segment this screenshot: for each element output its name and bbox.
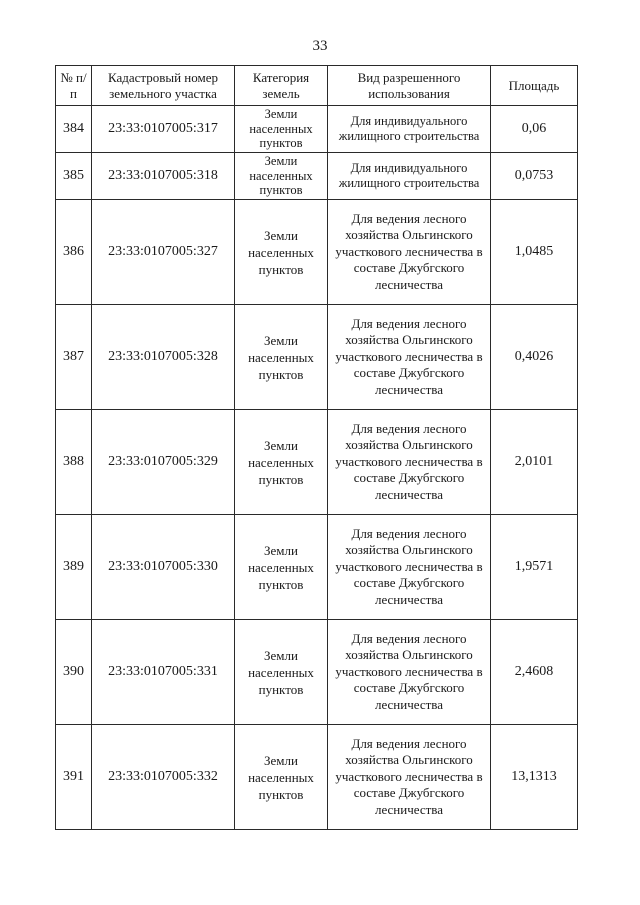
- row-area: 1,0485: [491, 200, 578, 305]
- row-num: 386: [56, 200, 92, 305]
- table-row: [56, 106, 578, 153]
- row-area: 13,1313: [491, 725, 578, 830]
- row-use: Для ведения лесного хозяйства Ольгинского участкового лесничества в составе Джубгского лесничества: [328, 725, 491, 830]
- table-row: [56, 200, 578, 305]
- table-row: [56, 153, 578, 200]
- row-cadastral: 23:33:0107005:328: [92, 305, 235, 410]
- header-num: № п/п: [56, 66, 92, 106]
- table-row: [56, 620, 578, 725]
- row-num: 391: [56, 725, 92, 830]
- table-row: [56, 305, 578, 410]
- row-use: Для ведения лесного хозяйства Ольгинского участкового лесничества в составе Джубгского лесничества: [328, 410, 491, 515]
- row-num: 384: [56, 106, 92, 153]
- header-category: Категория земель: [235, 66, 328, 106]
- row-num: 389: [56, 515, 92, 620]
- header-cadastral: Кадастровый номер земельного участка: [92, 66, 235, 106]
- row-cadastral: 23:33:0107005:317: [92, 106, 235, 153]
- row-num: 390: [56, 620, 92, 725]
- table-header-row: [56, 66, 578, 106]
- land-plots-table: [55, 65, 578, 830]
- row-use: Для ведения лесного хозяйства Ольгинского участкового лесничества в составе Джубгского лесничества: [328, 620, 491, 725]
- row-area: 1,9571: [491, 515, 578, 620]
- row-category: [235, 153, 328, 200]
- row-use: Для ведения лесного хозяйства Ольгинского участкового лесничества в составе Джубгского лесничества: [328, 305, 491, 410]
- row-num: 385: [56, 153, 92, 200]
- row-num: 387: [56, 305, 92, 410]
- header-use: Вид разрешенного использования: [328, 66, 491, 106]
- row-cadastral: 23:33:0107005:331: [92, 620, 235, 725]
- row-num: 388: [56, 410, 92, 515]
- table-row: [56, 515, 578, 620]
- row-category-text: Земли населенных пунктов: [249, 154, 313, 198]
- table-row: [56, 410, 578, 515]
- row-use: [328, 153, 491, 200]
- row-category: Земли населенных пунктов: [235, 620, 328, 725]
- row-category: Земли населенных пунктов: [235, 200, 328, 305]
- row-area: 0,06: [491, 106, 578, 153]
- row-use-text: Для индивидуального жилищного строительства: [338, 160, 480, 190]
- row-category: Земли населенных пунктов: [235, 305, 328, 410]
- row-area: 2,0101: [491, 410, 578, 515]
- row-cadastral: 23:33:0107005:327: [92, 200, 235, 305]
- row-use-text: Для индивидуального жилищного строительства: [338, 113, 480, 143]
- row-area: 2,4608: [491, 620, 578, 725]
- header-area: Площадь: [491, 66, 578, 106]
- page-number: 33: [312, 38, 328, 54]
- row-use: Для ведения лесного хозяйства Ольгинского участкового лесничества в составе Джубгского лесничества: [328, 200, 491, 305]
- row-use: Для ведения лесного хозяйства Ольгинского участкового лесничества в составе Джубгского лесничества: [328, 515, 491, 620]
- row-category-text: Земли населенных пунктов: [249, 107, 313, 151]
- row-category: [235, 106, 328, 153]
- row-category: Земли населенных пунктов: [235, 515, 328, 620]
- table-row: [56, 725, 578, 830]
- row-category: Земли населенных пунктов: [235, 410, 328, 515]
- row-cadastral: 23:33:0107005:332: [92, 725, 235, 830]
- row-area: 0,4026: [491, 305, 578, 410]
- row-cadastral: 23:33:0107005:318: [92, 153, 235, 200]
- row-category: Земли населенных пунктов: [235, 725, 328, 830]
- row-area: 0,0753: [491, 153, 578, 200]
- row-cadastral: 23:33:0107005:329: [92, 410, 235, 515]
- row-cadastral: 23:33:0107005:330: [92, 515, 235, 620]
- row-use: [328, 106, 491, 153]
